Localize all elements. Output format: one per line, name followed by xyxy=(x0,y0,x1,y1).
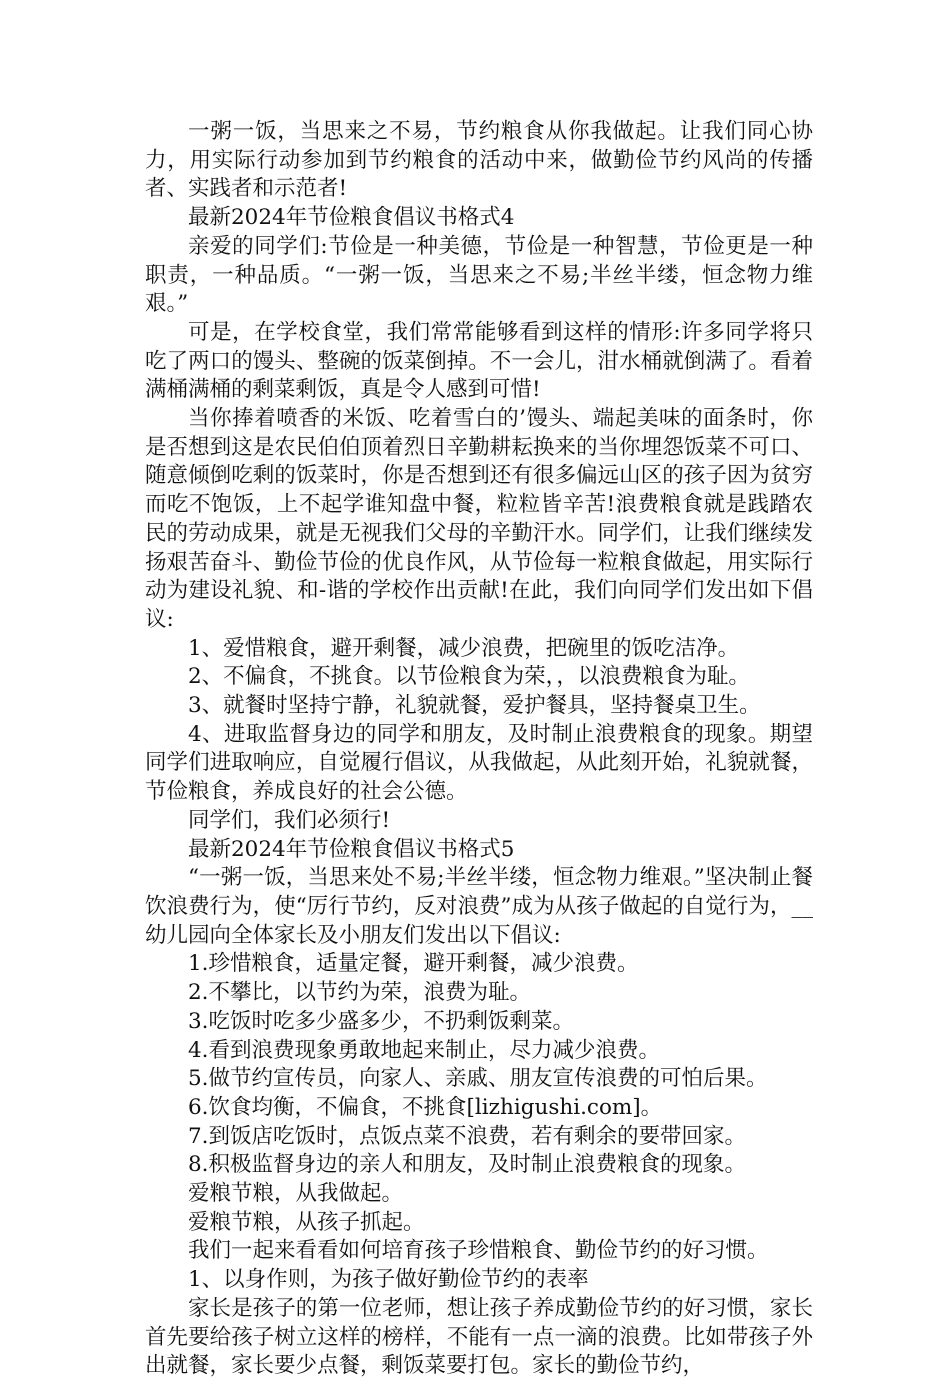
list-item: 6.饮食均衡，不偏食，不挑食[lizhigushi.com]。 xyxy=(188,1094,663,1120)
paragraph: 爱粮节粮，从孩子抓起。 xyxy=(188,1209,425,1235)
paragraph: “一粥一饭，当思来处不易;半丝半缕，恒念物力维艰。”坚决制止餐饮浪费行为，使“厉行节约，反对浪费”成为从孩子做起的自觉行为，__幼儿园向全体家长及小朋友们发出以下倡议: xyxy=(145,865,813,948)
paragraph: 亲爱的同学们:节俭是一种美德，节俭是一种智慧，节俭更是一种职责，一种品质。“一粥一饭，当思来之不易;半丝半缕，恒念物力维艰。” xyxy=(145,233,813,317)
paragraph: 可是，在学校食堂，我们常常能够看到这样的情形:许多同学将只吃了两口的馒头、整碗的饭菜倒掉。不一会儿，泔水桶就倒满了。看着满桶满桶的剩菜剩饭，真是令人感到可惜! xyxy=(145,319,813,403)
list-item: 7.到饭店吃饭时，点饭点菜不浪费，若有剩余的要带回家。 xyxy=(188,1123,747,1149)
paragraph: 一粥一饭，当思来之不易，节约粮食从你我做起。让我们同心协力，用实际行动参加到节约粮食的活动中来，做勤俭节约风尚的传播者、实践者和示范者! xyxy=(145,119,813,202)
list-item: 1、以身作则，为孩子做好勤俭节约的表率 xyxy=(188,1267,589,1293)
list-item: 4.看到浪费现象勇敢地起来制止，尽力减少浪费。 xyxy=(188,1037,661,1063)
section-heading: 最新2024年节俭粮食倡议书格式5 xyxy=(188,836,515,862)
document-body xyxy=(145,118,813,1381)
list-item: 2、不偏食，不挑食。以节俭粮食为荣，，以浪费粮食为耻。 xyxy=(188,664,750,690)
list-item: 1.珍惜粮食，适量定餐，避开剩餐，减少浪费。 xyxy=(188,951,639,977)
paragraph: 家长是孩子的第一位老师，想让孩子养成勤俭节约的好习惯，家长首先要给孩子树立这样的榜样，不能有一点一滴的浪费。比如带孩子外出就餐，家长要少点餐，剩饭菜要打包。家长的勤俭节约， xyxy=(145,1295,813,1379)
paragraph: 爱粮节粮，从我做起。 xyxy=(188,1181,404,1207)
list-item: 1、爱惜粮食，避开剩餐，减少浪费，把碗里的饭吃洁净。 xyxy=(188,635,740,661)
paragraph: 同学们，我们必须行! xyxy=(188,807,391,833)
paragraph: 当你捧着喷香的米饭、吃着雪白的’馒头、端起美味的面条时，你是否想到这是农民伯伯顶着烈日辛勤耕耘换来的当你埋怨饭菜不可口、随意倾倒吃剩的饭菜时，你是否想到还有很多偏远山区的孩子因为贫穷而吃不饱饭，上不起学谁知盘中餐，粒粒皆辛苦!浪费粮食就是践踏农民的劳动成果，就是无视我们父母的辛勤汗水。同学们，让我们继续发扬艰苦奋斗、勤俭节俭的优良作风，从节俭每一粒粮食做起，用实际行动为建设礼貌、和-谐的学校作出贡献!在此，我们向同学们发出如下倡议: xyxy=(145,406,813,632)
list-item: 4、进取监督身边的同学和朋友，及时制止浪费粮食的现象。期望同学们进取响应，自觉履行倡议，从我做起，从此刻开始，礼貌就餐，节俭粮食，养成良好的社会公德。 xyxy=(145,721,813,805)
section-heading: 最新2024年节俭粮食倡议书格式4 xyxy=(188,205,515,231)
paragraph: 我们一起来看看如何培育孩子珍惜粮食、勤俭节约的好习惯。 xyxy=(188,1238,769,1264)
list-item: 3.吃饭时吃多少盛多少，不扔剩饭剩菜。 xyxy=(188,1008,575,1034)
list-item: 3、就餐时坚持宁静，礼貌就餐，爱护餐具，坚持餐桌卫生。 xyxy=(188,693,761,719)
list-item: 5.做节约宣传员，向家人、亲戚、朋友宣传浪费的可怕后果。 xyxy=(188,1066,768,1092)
list-item: 8.积极监督身边的亲人和朋友，及时制止浪费粮食的现象。 xyxy=(188,1152,747,1178)
list-item: 2.不攀比，以节约为荣，浪费为耻。 xyxy=(188,980,532,1006)
